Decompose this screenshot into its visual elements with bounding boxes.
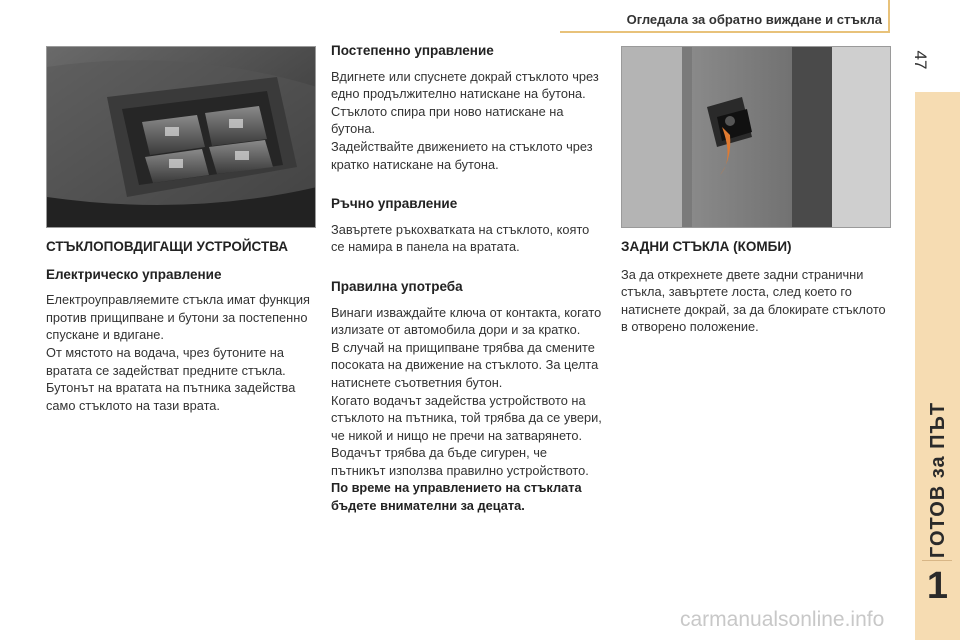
watermark: carmanualsonline.info (680, 608, 885, 631)
paragraph: Винаги изваждайте ключа от контакта, когато излизате от автомобила дори и за кратко. (331, 304, 602, 338)
paragraph: В случай на прищипване трябва да смените посоката на движение на стъклото. За целта натиснете съответния бутон. (331, 339, 599, 390)
paragraph: Стъклото спира при ново натискане на бутона. (331, 103, 564, 137)
paragraph: Задействайте движението на стъклото чрез кратко натискане на бутона. (331, 138, 593, 172)
header-accent-line (560, 31, 888, 33)
right-column (621, 238, 893, 336)
subsection-title-manual-control: Ръчно управление (331, 196, 458, 212)
paragraph: Завъртете ръкохватката на стъклото, която се намира в панела на вратата. (331, 221, 590, 255)
running-header-title: Огледала за обратно виждане и стъкла (626, 12, 882, 27)
paragraph: За да открехнете двете задни странични стъкла, завъртете лоста, след което го натиснете докрай, за да блокирате стъклото в отворено положение. (621, 266, 886, 335)
subsection-title-proper-use: Правилна употреба (331, 278, 463, 294)
page-number: 47 (911, 50, 930, 70)
chapter-tab-label: ГОТОВ за ПЪТ (927, 401, 949, 559)
subsection-title-electric-control: Електрическо управление (46, 266, 222, 282)
left-column (46, 238, 318, 414)
proper-use-block (331, 278, 603, 515)
subsection-title-gradual-control: Постепенно управление (331, 43, 494, 58)
middle-column (331, 42, 603, 515)
children-warning: По време на управлението на стъклата бъдете внимателни за децата. (331, 480, 582, 514)
chapter-number: 1 (926, 565, 949, 607)
header-accent-tick (888, 0, 890, 33)
chapter-tab-divider (922, 560, 952, 561)
rear-window-latch-photo (621, 46, 891, 228)
paragraph: Електроуправляемите стъкла имат функция против прищипване и бутони за постепенно спускане и вдигане. (46, 292, 310, 343)
paragraph: Вдигнете или спуснете докрай стъклото чрез едно продължително натискане на бутона. (331, 68, 599, 102)
paragraph: Бутонът на вратата на пътника задейства само стъклото на тази врата. (46, 380, 296, 413)
paragraph: От мястото на водача, чрез бутоните на вратата се задействат предните стъкла. (46, 344, 286, 378)
manual-control-block (331, 195, 603, 256)
window-switches-photo (46, 46, 316, 228)
gradual-control-block (331, 42, 603, 173)
paragraph: Когато водачът задейства устройството на стъклото на пътника, той трябва да се увери, че никой и нищо не пречи на затварянето. (331, 392, 602, 443)
paragraph: Водачът трябва да бъде сигурен, че пътникът използва правилно устройството. (331, 445, 589, 478)
section-title-power-windows: СТЪКЛОПОВДИГАЩИ УСТРОЙСТВА (46, 239, 289, 254)
section-title-rear-windows: ЗАДНИ СТЪКЛА (КОМБИ) (621, 239, 792, 254)
